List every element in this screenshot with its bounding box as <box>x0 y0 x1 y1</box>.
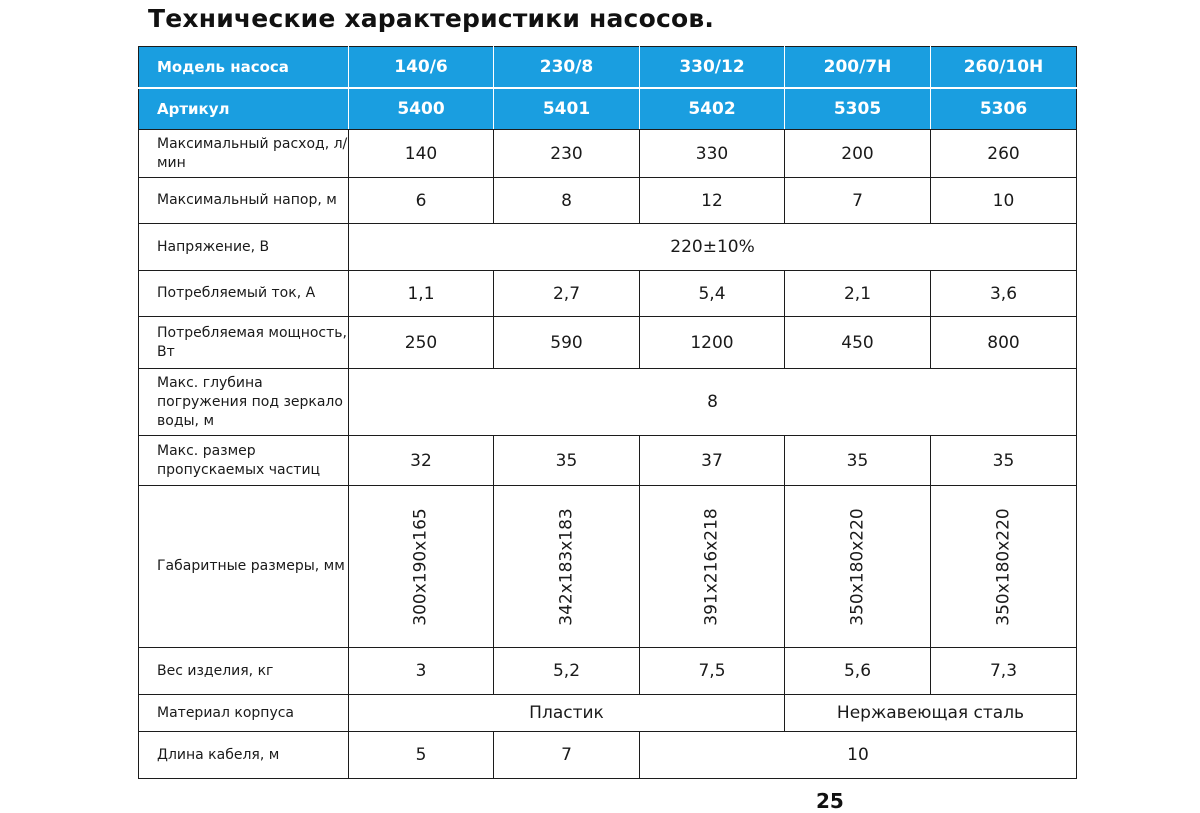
row-label: Габаритные размеры, мм <box>139 486 349 648</box>
value-cell: 2,1 <box>785 271 931 317</box>
dimension-value: 350x180x220 <box>993 507 1014 626</box>
table-row-voltage <box>139 224 1077 271</box>
value-cell: 32 <box>349 436 494 486</box>
value-cell: 7,5 <box>640 648 785 695</box>
pump-spec-table <box>138 46 1077 779</box>
value-cell: 7 <box>494 732 640 779</box>
value-cell: 6 <box>349 178 494 224</box>
header-row-article <box>139 88 1077 130</box>
value-cell: 5,2 <box>494 648 640 695</box>
value-cell-merged: Нержавеющая сталь <box>785 695 1077 732</box>
table-row-head <box>139 178 1077 224</box>
table-row-flow <box>139 130 1077 178</box>
value-cell: 800 <box>931 317 1077 369</box>
value-cell-merged: 220±10% <box>349 224 1077 271</box>
value-cell <box>785 486 931 648</box>
page-number: 25 <box>816 789 844 813</box>
table-row-particles <box>139 436 1077 486</box>
model-cell: 200/7Н <box>785 47 931 89</box>
value-cell <box>640 486 785 648</box>
dimension-value: 300x190x165 <box>411 507 431 626</box>
value-cell: 450 <box>785 317 931 369</box>
value-cell <box>931 486 1077 648</box>
dimension-value: 342x183x183 <box>556 507 577 626</box>
value-cell: 1200 <box>640 317 785 369</box>
value-cell: 2,7 <box>494 271 640 317</box>
row-label: Напряжение, В <box>139 224 349 271</box>
value-cell: 5,4 <box>640 271 785 317</box>
row-label: Макс. размер пропускаемых частиц <box>139 436 349 486</box>
article-cell: 5402 <box>640 88 785 130</box>
model-cell: 140/6 <box>349 47 494 89</box>
model-cell: 230/8 <box>494 47 640 89</box>
table-row-power <box>139 317 1077 369</box>
value-cell-merged: 8 <box>349 369 1077 436</box>
dimension-value: 350x180x220 <box>847 507 868 626</box>
article-cell: 5305 <box>785 88 931 130</box>
value-cell: 35 <box>931 436 1077 486</box>
table-row-dimensions <box>139 486 1077 648</box>
value-cell: 12 <box>640 178 785 224</box>
page-title: Технические характеристики насосов. <box>148 4 715 33</box>
table-row-cable <box>139 732 1077 779</box>
value-cell: 8 <box>494 178 640 224</box>
value-cell: 35 <box>785 436 931 486</box>
model-label: Модель насоса <box>139 47 349 89</box>
value-cell: 35 <box>494 436 640 486</box>
value-cell: 330 <box>640 130 785 178</box>
row-label: Длина кабеля, м <box>139 732 349 779</box>
value-cell: 200 <box>785 130 931 178</box>
value-cell-merged: 10 <box>640 732 1077 779</box>
header-row-model <box>139 47 1077 89</box>
row-label: Максимальный напор, м <box>139 178 349 224</box>
value-cell: 7,3 <box>931 648 1077 695</box>
value-cell <box>494 486 640 648</box>
value-cell: 5,6 <box>785 648 931 695</box>
row-label: Потребляемый ток, А <box>139 271 349 317</box>
row-label: Макс. глубина погружения под зеркало воды, м <box>139 369 349 436</box>
article-label: Артикул <box>139 88 349 130</box>
dimension-value: 391x216x218 <box>702 507 722 626</box>
row-label: Вес изделия, кг <box>139 648 349 695</box>
value-cell: 1,1 <box>349 271 494 317</box>
article-cell: 5401 <box>494 88 640 130</box>
article-cell: 5400 <box>349 88 494 130</box>
value-cell: 5 <box>349 732 494 779</box>
value-cell: 230 <box>494 130 640 178</box>
value-cell: 250 <box>349 317 494 369</box>
value-cell: 260 <box>931 130 1077 178</box>
value-cell <box>349 486 494 648</box>
table-row-material <box>139 695 1077 732</box>
value-cell: 3 <box>349 648 494 695</box>
model-cell: 330/12 <box>640 47 785 89</box>
value-cell: 37 <box>640 436 785 486</box>
article-cell: 5306 <box>931 88 1077 130</box>
table-row-weight <box>139 648 1077 695</box>
model-cell: 260/10Н <box>931 47 1077 89</box>
value-cell-merged: Пластик <box>349 695 785 732</box>
table-row-current <box>139 271 1077 317</box>
row-label: Максимальный расход, л/мин <box>139 130 349 178</box>
table-row-depth <box>139 369 1077 436</box>
value-cell: 590 <box>494 317 640 369</box>
row-label: Материал корпуса <box>139 695 349 732</box>
value-cell: 10 <box>931 178 1077 224</box>
value-cell: 140 <box>349 130 494 178</box>
value-cell: 7 <box>785 178 931 224</box>
value-cell: 3,6 <box>931 271 1077 317</box>
row-label: Потребляемая мощность, Вт <box>139 317 349 369</box>
